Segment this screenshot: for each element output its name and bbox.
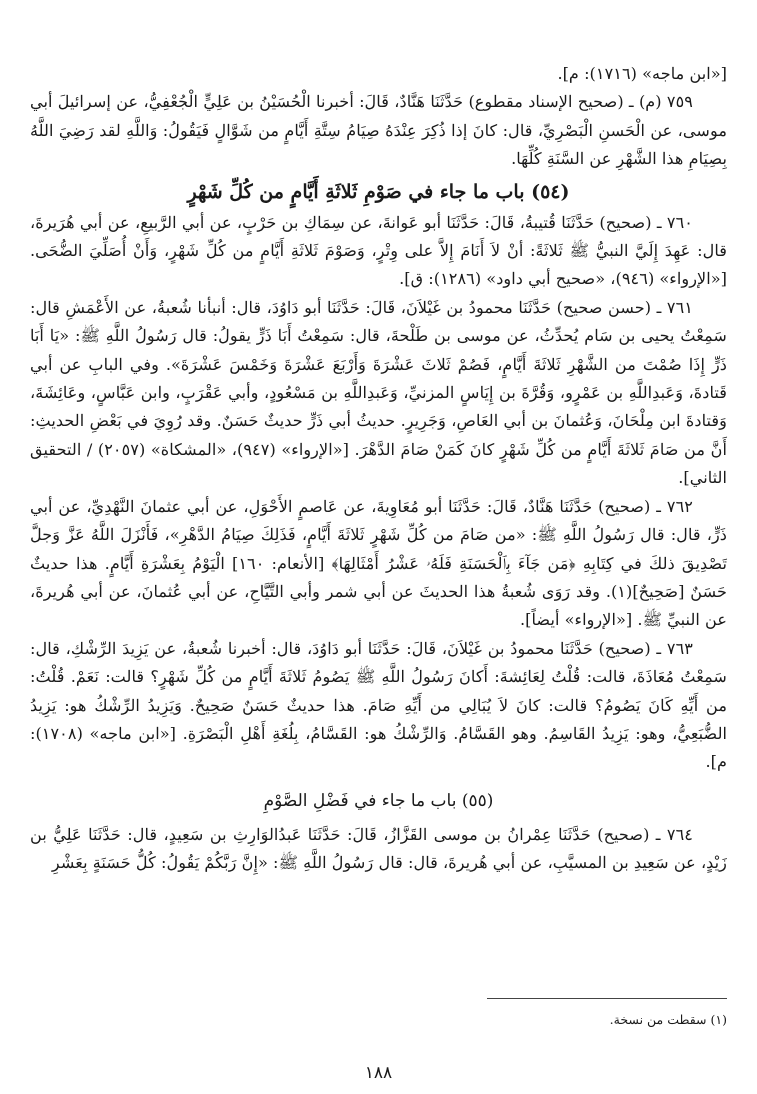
paragraph-reference-ibn-majah: [«ابن ماجه» (١٧١٦): م]. bbox=[557, 64, 727, 83]
hadith-764: ٧٦٤ ـ (صحيح) حَدَّثَنَا عِمْرانُ بن موسى القَزَّازُ، قَالَ: حَدَّثَنَا عَبدُالوَارِثِ بن سَعِيدٍ، قال: حَدَّثَنَا عَلِيُّ بن زَيْدٍ، عن سَعِيدِ بن المسيَّبِ، عن أبي هُريرةَ، قال: قال رَسُولُ اللَّهِ ﷺ: «إِنَّ رَبَّكُمْ يَقُولُ: كُلُّ حَسَنَةٍ بِعَشْرِ bbox=[30, 824, 727, 873]
page-number: ١٨٨ bbox=[364, 1063, 393, 1083]
hadith-759: ٧٥٩ (م) ـ (صحيح الإسناد مقطوع) حَدَّثَنَا هَنَّادٌ، قَالَ: أخبرنا الْحُسَيْنُ بن عَلِيٍّ الْجُعْفِيُّ، عن إسرائيلَ أبي موسى، عن الْحَسنِ الْبَصْرِيِّ، قال: كانَ إذا ذُكِرَ عِنْدَهُ صِيَامُ سِتَّةِ أَيَّامٍ من شَوَّالٍ فَيَقُولُ: وَاللَّهِ لقد رَضِيَ اللَّهُ بِصِيَامِ هذا الشَّهْرِ عن السَّنَةِ كُلِّهَا. bbox=[30, 92, 727, 169]
footnote-divider bbox=[487, 998, 727, 999]
hadith-762: ٧٦٢ ـ (صحيح) حَدَّثَنَا هَنَّادٌ، قَالَ: حَدَّثَنَا أبو مُعَاوِيةَ، عن عَاصمٍ الأَحْوَلِ، عن أبي عثمانَ النَّهْدِيِّ، عن أبي ذَرٍّ، قال: قال رَسُولُ اللَّهِ ﷺ: «من صَامَ من كُلِّ شَهْرٍ ثَلاثَةَ أَيَّامٍ، فَذَلِكَ صِيَامُ الدَّهْرِ»، فَأَنْزَلَ اللَّهُ عَزَّ وَجلَّ تَصْدِيقَ ذلكَ في كِتَابِهِ ﴿مَن جَآءَ بِٱلْحَسَنَةِ فَلَهُۥ عَشْرُ أَمْثَالِهَا﴾ [الأنعام: ١٦٠] الْيَوْمُ بِعَشْرَةِ أَيَّامٍ. هذا حديثٌ حَسَنٌ [صَحِيحٌ](١). وقد رَوَى شُعبةُ هذا الحديثَ عن أبي شمر وأبي التَّيَّاحِ، عن أبي عُثمانَ، عن أبي هُريرةَ، عن النبيِّ ﷺ. [«الإرواء» أيضاً]. bbox=[30, 496, 728, 630]
chapter-heading-54: (٥٤) باب ما جاء في صَوْمِ ثَلاثَةِ أَيَّامٍ من كُلِّ شَهْرٍ bbox=[187, 180, 570, 203]
hadith-763: ٧٦٣ ـ (صحيح) حَدَّثَنَا محمودُ بن غَيْلاَنَ، قَالَ: حَدَّثَنَا أبو دَاوُدَ، قال: أخبرنا شُعبةُ، عن يَزِيدَ الرِّشْكِ، قال: سَمِعْتُ مُعَاذَةَ، قالت: قُلْتُ لِعَائِشةَ: أَكانَ رَسُولُ اللَّهِ ﷺ يَصُومُ ثَلاثَةَ أَيَّامٍ من كُلِّ شَهْرٍ؟ قالت: نَعَمْ. قُلْتُ: من أَيِّهِ كَانَ يَصُومُ؟ قالت: كانَ لاَ يُبَالِي من أَيِّهِ صَامَ. هذا حديثٌ حَسَنٌ صَحِيحٌ. وَيَزِيدُ الرِّشْكُ هو: يَزِيدُ الضُّبَعِيُّ، وهو: يَزِيدُ القَاسِمُ. وهو القَسَّامُ. وَالرِّشْكُ هو: القَسَّامُ، بِلُغَةِ أَهْلِ الْبَصْرَةِ. [«ابن ماجه» (١٧٠٨): م]. bbox=[30, 638, 727, 772]
hadith-761: ٧٦١ ـ (حسن صحيح) حَدَّثَنَا محمودُ بن غَيْلاَنَ، قَالَ: حَدَّثَنَا أبو دَاوُدَ، قال: أنبأنا شُعبةُ، عن الأَعْمَشِ قال: سَمِعْتُ يحيى بن سَام يُحدِّثُ، عن موسى بن طَلْحةَ، قال: سَمِعْتُ أَبَا ذَرٍّ يقولُ: قال رَسُولُ اللَّهِ ﷺ: «يَا أَبَا ذَرٍّ إِذَا صُمْتَ من الشَّهْرِ ثَلاثَةَ أَيَّامٍ، فَصُمْ ثَلاثَ عَشْرَةَ وَأَرْبَعَ عَشْرَةَ وَخَمْسَ عَشْرَةَ». وفي البابِ عن أبي قَتادةَ، وَعَبدِاللَّهِ بن عَمْرٍو، وَقُرَّةَ بن إِيَاسٍ المزنيِّ، وَعَبدِاللَّهِ بن مَسْعُودٍ، وأبي عَقْرَبٍ، وابن عَبَّاسٍ، وعَائِشَةَ، وَقتادةَ ابن مِلْحَانَ، وَعُثمانَ بن أبي العَاصِ، وَجَرِيرٍ. حديثُ أبي ذَرٍّ حديثٌ حَسَنٌ. وقد رُوِيَ في بَعْضِ الحديثِ: أَنَّ من صَامَ ثَلاثَةَ أَيَّامٍ من كُلِّ شَهْرٍ كانَ كَمَنْ صَامَ الدَّهْرَ. [«الإرواء» (٩٤٧)، «المشكاة» (٢٠٥٧) / التحقيق الثاني]. bbox=[30, 297, 727, 488]
chapter-heading-55: (٥٥) باب ما جاء في فَضْلِ الصَّوْمِ bbox=[263, 790, 494, 811]
footnote: (١) سقطت من نسخة. bbox=[609, 1012, 727, 1027]
page-body bbox=[30, 60, 727, 1094]
hadith-760: ٧٦٠ ـ (صحيح) حَدَّثَنَا قُتيبةُ، قَالَ: حَدَّثَنَا أبو عَوانةَ، عن سِمَاكِ بن حَرْبٍ، عن أبي الرَّبيعِ، عن أبي هُرَيرةَ، قال: عَهِدَ إِلَيَّ النبيُّ ﷺ ثَلاثَةً: أنْ لاَ أَنَامَ إِلاَّ على وِتْرٍ، وَصَوْمَ ثَلاثَةِ أَيَّامٍ من كُلِّ شَهْرٍ، وَأَنْ أُصَلِّيَ الضُّحَى. [«الإرواء» (٩٤٦)، «صحيح أبي داود» (١٢٨٦): ق]. bbox=[30, 212, 727, 289]
